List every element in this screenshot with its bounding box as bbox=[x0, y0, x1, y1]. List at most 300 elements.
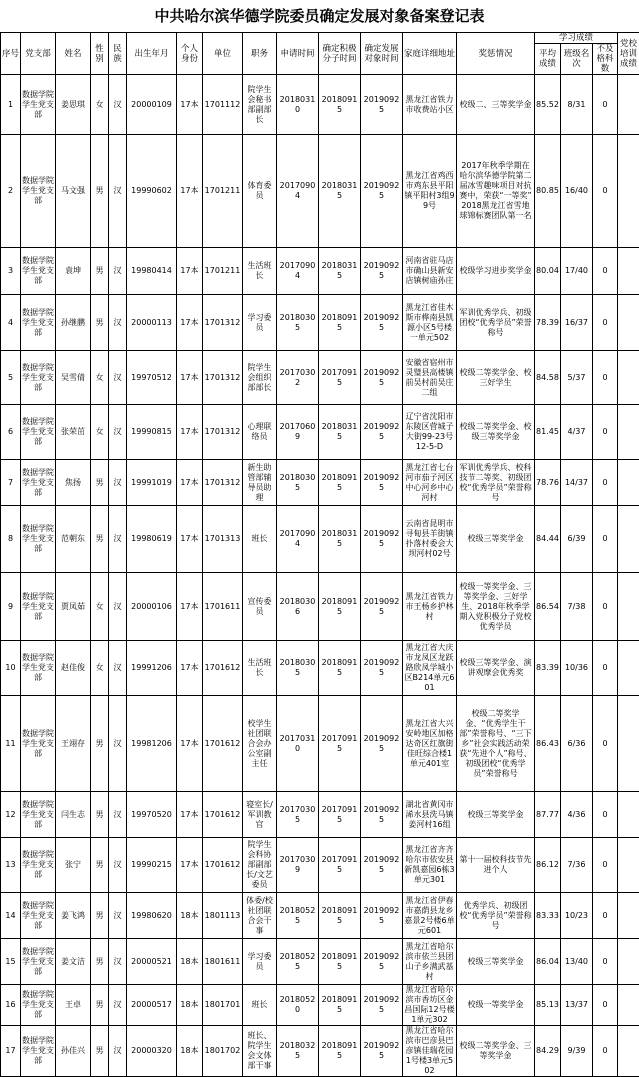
cell-training bbox=[618, 75, 639, 135]
table-row bbox=[1, 641, 639, 696]
cell-develop: 20190925 bbox=[361, 893, 403, 939]
cell-develop: 20190925 bbox=[361, 135, 403, 248]
cell-activist: 20170915 bbox=[319, 696, 361, 792]
table-row bbox=[1, 405, 639, 460]
cell-ethnicity: 汉 bbox=[109, 135, 127, 248]
cell-branch: 数据学院学生党支部 bbox=[21, 985, 56, 1026]
cell-address: 云南省昆明市寻甸县羊街镇扑落村委会大坝河村02号 bbox=[403, 506, 457, 573]
cell-address: 安徽省宿州市灵璧县高楼镇前吴村前吴庄二组 bbox=[403, 351, 457, 405]
cell-unit: 1701211 bbox=[203, 135, 243, 248]
cell-avg: 78.39 bbox=[535, 295, 561, 351]
cell-avg: 86.12 bbox=[535, 838, 561, 893]
cell-rank: 10/36 bbox=[561, 641, 593, 696]
cell-avg: 86.54 bbox=[535, 573, 561, 641]
cell-identity: 17本 bbox=[177, 405, 203, 460]
cell-awards: 军训优秀学兵、校科技节二等奖、初级团校“优秀学员”荣誉称号 bbox=[457, 460, 535, 506]
cell-branch: 数据学院学生党支部 bbox=[21, 893, 56, 939]
cell-apply: 20180305 bbox=[277, 295, 319, 351]
cell-fail: 0 bbox=[593, 573, 618, 641]
cell-birth: 19980620 bbox=[127, 893, 177, 939]
cell-training bbox=[618, 405, 639, 460]
cell-rank: 9/39 bbox=[561, 1026, 593, 1077]
cell-birth: 20000109 bbox=[127, 75, 177, 135]
cell-training bbox=[618, 573, 639, 641]
cell-name: 王翊存 bbox=[56, 696, 91, 792]
cell-fail: 0 bbox=[593, 75, 618, 135]
cell-birth: 19970512 bbox=[127, 351, 177, 405]
cell-rank: 7/38 bbox=[561, 573, 593, 641]
cell-identity: 17本 bbox=[177, 506, 203, 573]
cell-rank: 13/37 bbox=[561, 985, 593, 1026]
cell-avg: 78.76 bbox=[535, 460, 561, 506]
cell-seq: 4 bbox=[1, 295, 21, 351]
cell-seq: 15 bbox=[1, 939, 21, 985]
cell-seq: 8 bbox=[1, 506, 21, 573]
cell-fail: 0 bbox=[593, 893, 618, 939]
header-training: 党校培训成绩 bbox=[618, 33, 639, 75]
cell-rank: 10/23 bbox=[561, 893, 593, 939]
cell-position: 院学生会组织部部长 bbox=[243, 351, 277, 405]
cell-rank: 4/37 bbox=[561, 405, 593, 460]
cell-unit: 1701312 bbox=[203, 405, 243, 460]
cell-name: 焦扬 bbox=[56, 460, 91, 506]
cell-birth: 19991019 bbox=[127, 460, 177, 506]
cell-address: 黑龙江省哈尔滨市巴彦县巴彦镇佳瑞花园1号楼3单元502 bbox=[403, 1026, 457, 1077]
cell-address: 黑龙江省佳木斯市桦南县凯源小区5号楼一单元502 bbox=[403, 295, 457, 351]
cell-birth: 19990215 bbox=[127, 838, 177, 893]
cell-name: 范朝东 bbox=[56, 506, 91, 573]
cell-develop: 20190925 bbox=[361, 939, 403, 985]
cell-address: 黑龙江省齐齐哈尔市依安县新凯嘉园6栋3单元301 bbox=[403, 838, 457, 893]
cell-unit: 1701112 bbox=[203, 75, 243, 135]
cell-seq: 6 bbox=[1, 405, 21, 460]
cell-identity: 17本 bbox=[177, 135, 203, 248]
document-title: 中共哈尔滨华德学院委员确定发展对象备案登记表 bbox=[0, 0, 639, 32]
cell-activist: 20170915 bbox=[319, 838, 361, 893]
cell-awards: 校级一等奖学金、三等奖学金、三好学生、2018年秋季学期入党积极分子党校优秀学员 bbox=[457, 573, 535, 641]
cell-birth: 20000517 bbox=[127, 985, 177, 1026]
cell-activist: 20180915 bbox=[319, 573, 361, 641]
cell-gender: 男 bbox=[91, 893, 109, 939]
header-birth: 出生年月 bbox=[127, 33, 177, 75]
cell-unit: 1701612 bbox=[203, 696, 243, 792]
cell-awards: 军训优秀学兵、初级团校“优秀学员”荣誉称号 bbox=[457, 295, 535, 351]
cell-apply: 20180310 bbox=[277, 75, 319, 135]
cell-apply: 20180520 bbox=[277, 985, 319, 1026]
cell-avg: 81.45 bbox=[535, 405, 561, 460]
cell-unit: 1801611 bbox=[203, 939, 243, 985]
cell-gender: 男 bbox=[91, 696, 109, 792]
cell-branch: 数据学院学生党支部 bbox=[21, 351, 56, 405]
cell-position: 心理联络员 bbox=[243, 405, 277, 460]
cell-name: 贾凤茹 bbox=[56, 573, 91, 641]
cell-gender: 男 bbox=[91, 248, 109, 295]
cell-position: 班长、院学生会文体部干事 bbox=[243, 1026, 277, 1077]
cell-ethnicity: 汉 bbox=[109, 506, 127, 573]
cell-identity: 17本 bbox=[177, 792, 203, 838]
cell-identity: 18本 bbox=[177, 1026, 203, 1077]
table-row bbox=[1, 248, 639, 295]
cell-seq: 14 bbox=[1, 893, 21, 939]
cell-identity: 17本 bbox=[177, 696, 203, 792]
cell-branch: 数据学院学生党支部 bbox=[21, 460, 56, 506]
cell-identity: 17本 bbox=[177, 573, 203, 641]
cell-fail: 0 bbox=[593, 506, 618, 573]
cell-activist: 20180315 bbox=[319, 506, 361, 573]
cell-ethnicity: 汉 bbox=[109, 1026, 127, 1077]
cell-branch: 数据学院学生党支部 bbox=[21, 248, 56, 295]
cell-training bbox=[618, 893, 639, 939]
cell-fail: 0 bbox=[593, 460, 618, 506]
cell-position: 班长 bbox=[243, 985, 277, 1026]
cell-position: 生活班长 bbox=[243, 248, 277, 295]
cell-activist: 20180915 bbox=[319, 641, 361, 696]
cell-unit: 1701313 bbox=[203, 506, 243, 573]
cell-awards: 校级二等奖学金、“优秀学生干部”荣誉称号、“三下乡”社会实践活动荣获“先进个人”称号、初级团校“优秀学员”荣誉称号 bbox=[457, 696, 535, 792]
cell-apply: 20170302 bbox=[277, 351, 319, 405]
cell-develop: 20190925 bbox=[361, 1026, 403, 1077]
cell-position: 寝室长/军训教官 bbox=[243, 792, 277, 838]
cell-seq: 10 bbox=[1, 641, 21, 696]
cell-seq: 1 bbox=[1, 75, 21, 135]
cell-gender: 男 bbox=[91, 985, 109, 1026]
cell-ethnicity: 汉 bbox=[109, 939, 127, 985]
table-row bbox=[1, 460, 639, 506]
cell-birth: 19991206 bbox=[127, 641, 177, 696]
cell-apply: 20170904 bbox=[277, 248, 319, 295]
cell-apply: 20180305 bbox=[277, 460, 319, 506]
cell-birth: 20000521 bbox=[127, 939, 177, 985]
cell-branch: 数据学院学生党支部 bbox=[21, 506, 56, 573]
cell-name: 吴雪倩 bbox=[56, 351, 91, 405]
cell-unit: 1701612 bbox=[203, 792, 243, 838]
cell-address: 湖北省黄冈市浠水县洗马镇姜河村16组 bbox=[403, 792, 457, 838]
cell-training bbox=[618, 696, 639, 792]
cell-apply: 20170310 bbox=[277, 696, 319, 792]
table-row bbox=[1, 351, 639, 405]
cell-address: 黑龙江省铁力市王杨乡护林村 bbox=[403, 573, 457, 641]
cell-develop: 20190925 bbox=[361, 248, 403, 295]
cell-training bbox=[618, 1026, 639, 1077]
cell-fail: 0 bbox=[593, 985, 618, 1026]
cell-birth: 19970520 bbox=[127, 792, 177, 838]
table-row bbox=[1, 75, 639, 135]
cell-unit: 1801113 bbox=[203, 893, 243, 939]
cell-activist: 20180915 bbox=[319, 893, 361, 939]
header-develop-time: 确定发展对象时间 bbox=[361, 33, 403, 75]
header-seq: 序号 bbox=[1, 33, 21, 75]
cell-awards: 校级二、三等奖学金 bbox=[457, 75, 535, 135]
cell-name: 孙佳兴 bbox=[56, 1026, 91, 1077]
cell-activist: 20180315 bbox=[319, 135, 361, 248]
cell-position: 班长 bbox=[243, 506, 277, 573]
cell-develop: 20190925 bbox=[361, 792, 403, 838]
cell-fail: 0 bbox=[593, 351, 618, 405]
cell-unit: 1701312 bbox=[203, 460, 243, 506]
cell-address: 黑龙江省伊春市嘉荫县龙乡嘉景2号楼6单元601 bbox=[403, 893, 457, 939]
cell-name: 闫生志 bbox=[56, 792, 91, 838]
cell-activist: 20180315 bbox=[319, 248, 361, 295]
cell-gender: 女 bbox=[91, 351, 109, 405]
cell-develop: 20190925 bbox=[361, 351, 403, 405]
cell-avg: 85.13 bbox=[535, 985, 561, 1026]
header-name: 姓名 bbox=[56, 33, 91, 75]
cell-seq: 16 bbox=[1, 985, 21, 1026]
cell-branch: 数据学院学生党支部 bbox=[21, 1026, 56, 1077]
cell-activist: 20170915 bbox=[319, 792, 361, 838]
cell-develop: 20190925 bbox=[361, 460, 403, 506]
cell-seq: 2 bbox=[1, 135, 21, 248]
cell-develop: 20190925 bbox=[361, 838, 403, 893]
cell-name: 马文强 bbox=[56, 135, 91, 248]
cell-branch: 数据学院学生党支部 bbox=[21, 939, 56, 985]
cell-rank: 5/37 bbox=[561, 351, 593, 405]
cell-fail: 0 bbox=[593, 248, 618, 295]
cell-rank: 4/36 bbox=[561, 792, 593, 838]
cell-avg: 83.33 bbox=[535, 893, 561, 939]
cell-unit: 1701612 bbox=[203, 641, 243, 696]
cell-gender: 男 bbox=[91, 838, 109, 893]
cell-birth: 19990602 bbox=[127, 135, 177, 248]
cell-ethnicity: 汉 bbox=[109, 985, 127, 1026]
cell-awards: 校级二等奖学金、校级三等奖学金 bbox=[457, 405, 535, 460]
cell-develop: 20190925 bbox=[361, 696, 403, 792]
header-address: 家庭详细地址 bbox=[403, 33, 457, 75]
cell-position: 新生助管部辅导员助理 bbox=[243, 460, 277, 506]
cell-branch: 数据学院学生党支部 bbox=[21, 641, 56, 696]
cell-activist: 20170915 bbox=[319, 351, 361, 405]
cell-ethnicity: 汉 bbox=[109, 838, 127, 893]
cell-birth: 20000113 bbox=[127, 295, 177, 351]
cell-apply: 20170609 bbox=[277, 405, 319, 460]
cell-birth: 19980619 bbox=[127, 506, 177, 573]
cell-seq: 7 bbox=[1, 460, 21, 506]
cell-unit: 1701312 bbox=[203, 351, 243, 405]
cell-name: 王卓 bbox=[56, 985, 91, 1026]
cell-unit: 1701312 bbox=[203, 295, 243, 351]
cell-identity: 17本 bbox=[177, 351, 203, 405]
cell-training bbox=[618, 351, 639, 405]
cell-branch: 数据学院学生党支部 bbox=[21, 696, 56, 792]
cell-develop: 20190925 bbox=[361, 641, 403, 696]
registration-table bbox=[0, 32, 639, 1077]
cell-seq: 5 bbox=[1, 351, 21, 405]
header-gender: 性别 bbox=[91, 33, 109, 75]
cell-rank: 14/37 bbox=[561, 460, 593, 506]
cell-ethnicity: 汉 bbox=[109, 248, 127, 295]
cell-gender: 女 bbox=[91, 573, 109, 641]
cell-gender: 男 bbox=[91, 1026, 109, 1077]
cell-training bbox=[618, 641, 639, 696]
cell-gender: 女 bbox=[91, 75, 109, 135]
header-position: 职务 bbox=[243, 33, 277, 75]
cell-branch: 数据学院学生党支部 bbox=[21, 405, 56, 460]
cell-branch: 数据学院学生党支部 bbox=[21, 75, 56, 135]
cell-develop: 20190925 bbox=[361, 75, 403, 135]
cell-address: 黑龙江省哈尔滨市依兰县团山子乡满武基村 bbox=[403, 939, 457, 985]
cell-fail: 0 bbox=[593, 641, 618, 696]
cell-seq: 17 bbox=[1, 1026, 21, 1077]
header-apply-time: 申请时间 bbox=[277, 33, 319, 75]
cell-awards: 校级三等奖学金 bbox=[457, 939, 535, 985]
cell-identity: 17本 bbox=[177, 460, 203, 506]
cell-activist: 20180915 bbox=[319, 939, 361, 985]
cell-identity: 17本 bbox=[177, 248, 203, 295]
cell-fail: 0 bbox=[593, 696, 618, 792]
cell-ethnicity: 汉 bbox=[109, 641, 127, 696]
cell-birth: 20000320 bbox=[127, 1026, 177, 1077]
table-body bbox=[1, 75, 639, 1077]
cell-avg: 83.39 bbox=[535, 641, 561, 696]
cell-name: 袁坤 bbox=[56, 248, 91, 295]
cell-develop: 20190925 bbox=[361, 985, 403, 1026]
cell-gender: 男 bbox=[91, 939, 109, 985]
cell-fail: 0 bbox=[593, 939, 618, 985]
cell-gender: 男 bbox=[91, 295, 109, 351]
cell-activist: 20180315 bbox=[319, 405, 361, 460]
cell-birth: 19981206 bbox=[127, 696, 177, 792]
cell-identity: 18本 bbox=[177, 985, 203, 1026]
cell-training bbox=[618, 985, 639, 1026]
cell-develop: 20190925 bbox=[361, 295, 403, 351]
cell-training bbox=[618, 838, 639, 893]
cell-position: 生活班长 bbox=[243, 641, 277, 696]
cell-ethnicity: 汉 bbox=[109, 792, 127, 838]
cell-rank: 17/40 bbox=[561, 248, 593, 295]
cell-develop: 20190925 bbox=[361, 405, 403, 460]
cell-fail: 0 bbox=[593, 792, 618, 838]
cell-ethnicity: 汉 bbox=[109, 75, 127, 135]
cell-branch: 数据学院学生党支部 bbox=[21, 573, 56, 641]
cell-branch: 数据学院学生党支部 bbox=[21, 135, 56, 248]
table-row bbox=[1, 573, 639, 641]
cell-awards: 校级三等奖学金 bbox=[457, 792, 535, 838]
header-study-group: 学习成绩 bbox=[535, 33, 618, 44]
cell-awards: 校级二等奖学金、三等奖学金 bbox=[457, 1026, 535, 1077]
table-row bbox=[1, 696, 639, 792]
cell-seq: 11 bbox=[1, 696, 21, 792]
cell-ethnicity: 汉 bbox=[109, 405, 127, 460]
cell-position: 校学生社团联合会办公室副主任 bbox=[243, 696, 277, 792]
cell-awards: 校级学习进步奖学金 bbox=[457, 248, 535, 295]
cell-identity: 17本 bbox=[177, 295, 203, 351]
header-unit: 单位 bbox=[203, 33, 243, 75]
header-fail: 不及格科数 bbox=[593, 44, 618, 75]
cell-apply: 20180305 bbox=[277, 641, 319, 696]
cell-awards: 校级三等奖学金 bbox=[457, 506, 535, 573]
cell-address: 黑龙江省大庆市龙凤区龙跃路欣凤学城小区B214单元601 bbox=[403, 641, 457, 696]
cell-activist: 20180915 bbox=[319, 460, 361, 506]
header-activist-time: 确定积极分子时间 bbox=[319, 33, 361, 75]
cell-training bbox=[618, 506, 639, 573]
cell-apply: 20180525 bbox=[277, 893, 319, 939]
table-row bbox=[1, 1026, 639, 1077]
cell-fail: 0 bbox=[593, 838, 618, 893]
cell-rank: 6/39 bbox=[561, 506, 593, 573]
cell-ethnicity: 汉 bbox=[109, 351, 127, 405]
cell-unit: 1701211 bbox=[203, 248, 243, 295]
cell-branch: 数据学院学生党支部 bbox=[21, 838, 56, 893]
cell-avg: 84.29 bbox=[535, 1026, 561, 1077]
cell-name: 赵佳俊 bbox=[56, 641, 91, 696]
cell-name: 孙继鹏 bbox=[56, 295, 91, 351]
cell-seq: 13 bbox=[1, 838, 21, 893]
cell-identity: 18本 bbox=[177, 893, 203, 939]
cell-unit: 1801701 bbox=[203, 985, 243, 1026]
cell-gender: 女 bbox=[91, 641, 109, 696]
cell-apply: 20180525 bbox=[277, 939, 319, 985]
cell-position: 院学生会科协部副部长/文艺委员 bbox=[243, 838, 277, 893]
cell-rank: 13/40 bbox=[561, 939, 593, 985]
cell-apply: 20180306 bbox=[277, 573, 319, 641]
cell-rank: 8/31 bbox=[561, 75, 593, 135]
cell-training bbox=[618, 939, 639, 985]
cell-awards: 优秀学兵、初级团校“优秀学员”荣誉称号 bbox=[457, 893, 535, 939]
header-row-top bbox=[1, 33, 639, 44]
cell-identity: 17本 bbox=[177, 838, 203, 893]
cell-avg: 87.77 bbox=[535, 792, 561, 838]
cell-gender: 男 bbox=[91, 460, 109, 506]
cell-identity: 17本 bbox=[177, 75, 203, 135]
cell-name: 姜飞鸿 bbox=[56, 893, 91, 939]
cell-address: 黑龙江省鸡西市鸡东县平阳镇平阳村3组99号 bbox=[403, 135, 457, 248]
cell-identity: 18本 bbox=[177, 939, 203, 985]
cell-apply: 20170309 bbox=[277, 838, 319, 893]
header-avg: 平均成绩 bbox=[535, 44, 561, 75]
cell-activist: 20180915 bbox=[319, 75, 361, 135]
cell-unit: 1701611 bbox=[203, 573, 243, 641]
cell-fail: 0 bbox=[593, 405, 618, 460]
cell-rank: 16/37 bbox=[561, 295, 593, 351]
cell-avg: 85.52 bbox=[535, 75, 561, 135]
cell-training bbox=[618, 295, 639, 351]
cell-address: 黑龙江省七台河市茄子河区中心河乡中心河村 bbox=[403, 460, 457, 506]
cell-seq: 9 bbox=[1, 573, 21, 641]
table-row bbox=[1, 506, 639, 573]
cell-training bbox=[618, 135, 639, 248]
cell-birth: 19980414 bbox=[127, 248, 177, 295]
cell-rank: 16/40 bbox=[561, 135, 593, 248]
table-row bbox=[1, 295, 639, 351]
cell-ethnicity: 汉 bbox=[109, 460, 127, 506]
cell-avg: 86.43 bbox=[535, 696, 561, 792]
cell-address: 河南省驻马店市确山县新安店镇树庙孙庄 bbox=[403, 248, 457, 295]
cell-identity: 17本 bbox=[177, 641, 203, 696]
cell-gender: 男 bbox=[91, 792, 109, 838]
header-rank: 班级名次 bbox=[561, 44, 593, 75]
cell-position: 宣传委员 bbox=[243, 573, 277, 641]
cell-fail: 0 bbox=[593, 1026, 618, 1077]
cell-awards: 2017年秋季学期在哈尔滨华德学院第二届冰雪趣味项目对抗赛中，荣获“一等奖” 2018黑龙江省雪地球锦标赛团队第一名 bbox=[457, 135, 535, 248]
cell-develop: 20190925 bbox=[361, 506, 403, 573]
cell-address: 黑龙江省大兴安岭地区加格达奇区红旗街佳旺综合楼1单元401室 bbox=[403, 696, 457, 792]
cell-address: 黑龙江省铁力市收费站小区 bbox=[403, 75, 457, 135]
cell-position: 学习委员 bbox=[243, 939, 277, 985]
header-awards: 奖惩情况 bbox=[457, 33, 535, 75]
cell-birth: 19990815 bbox=[127, 405, 177, 460]
cell-apply: 20170904 bbox=[277, 506, 319, 573]
cell-ethnicity: 汉 bbox=[109, 893, 127, 939]
cell-awards: 校级一等奖学金 bbox=[457, 985, 535, 1026]
cell-avg: 80.04 bbox=[535, 248, 561, 295]
cell-name: 姜思琪 bbox=[56, 75, 91, 135]
table-row bbox=[1, 939, 639, 985]
cell-avg: 86.04 bbox=[535, 939, 561, 985]
cell-ethnicity: 汉 bbox=[109, 696, 127, 792]
cell-address: 辽宁省沈阳市东陵区营城子大街99-23号12-5-D bbox=[403, 405, 457, 460]
table-row bbox=[1, 893, 639, 939]
cell-unit: 1801702 bbox=[203, 1026, 243, 1077]
